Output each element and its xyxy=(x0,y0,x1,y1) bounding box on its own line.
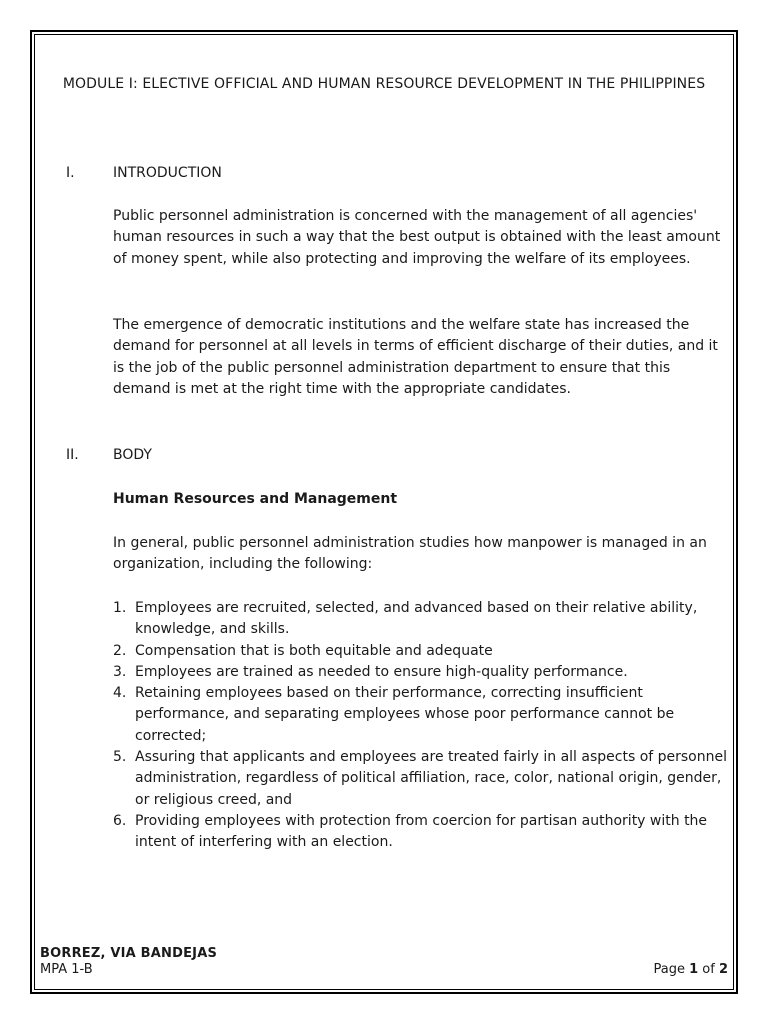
list-marker: 5. xyxy=(113,749,127,766)
intro-paragraph-2: The emergence of democratic institutions and the welfare state has increased the demand for personnel at all levels in terms of efficient discharge of their duties, and it is the job of the public personnel administration department to ensure that this demand is met at the right time with the appropriate candidates. xyxy=(113,317,718,397)
footer-class: MPA 1-B xyxy=(40,962,93,977)
list-item-text: Employees are recruited, selected, and advanced based on their relative ability, knowledge, and skills. xyxy=(135,600,698,638)
list-item-text: Compensation that is both equitable and adequate xyxy=(135,642,493,659)
section-heading-body xyxy=(66,445,152,465)
list-item xyxy=(113,641,728,662)
list-item xyxy=(113,811,728,854)
body-intro-paragraph: In general, public personnel administration studies how manpower is managed in an organization, including the following: xyxy=(113,535,707,573)
page-total: 2 xyxy=(718,962,728,977)
section-title: INTRODUCTION xyxy=(113,165,222,181)
list-marker: 1. xyxy=(113,600,127,616)
document-title: MODULE I: ELECTIVE OFFICIAL AND HUMAN RESOURCE DEVELOPMENT IN THE PHILIPPINES xyxy=(62,76,706,92)
list-marker: 6. xyxy=(113,812,127,829)
list-item xyxy=(113,598,728,641)
section-heading-introduction xyxy=(66,163,222,183)
list-marker: 2. xyxy=(113,642,127,659)
numbered-list xyxy=(113,598,728,854)
list-marker: 3. xyxy=(113,663,127,680)
page-of: of xyxy=(702,962,715,977)
footer-author: BORREZ, VIA BANDEJAS xyxy=(40,946,218,961)
list-item-text: Employees are trained as needed to ensure high-quality performance. xyxy=(135,663,628,680)
section-title: BODY xyxy=(113,447,152,463)
list-item xyxy=(113,662,728,683)
section-number: I. xyxy=(66,165,75,181)
list-item xyxy=(113,747,728,811)
section-number: II. xyxy=(66,447,79,463)
page-prefix: Page xyxy=(653,962,685,977)
page-current: 1 xyxy=(689,962,699,977)
list-item-text: Retaining employees based on their performance, correcting insufficient performance, and separating employees whose poor performance cannot be corrected; xyxy=(135,685,675,744)
list-item xyxy=(113,683,728,747)
list-item-text: Assuring that applicants and employees are treated fairly in all aspects of personnel administration, regardless of political affiliation, race, color, national origin, gender, or religious creed, and xyxy=(135,749,727,808)
subheading-human-resources: Human Resources and Management xyxy=(113,491,398,507)
list-marker: 4. xyxy=(113,685,127,702)
intro-paragraph-1: Public personnel administration is concerned with the management of all agencies' human resources in such a way that the best output is obtained with the least amount of money spent, while also protecting and improving the welfare of its employees. xyxy=(113,208,721,267)
footer-page-number xyxy=(653,962,728,978)
list-item-text: Providing employees with protection from coercion for partisan authority with the intent of interfering with an election. xyxy=(135,812,708,851)
